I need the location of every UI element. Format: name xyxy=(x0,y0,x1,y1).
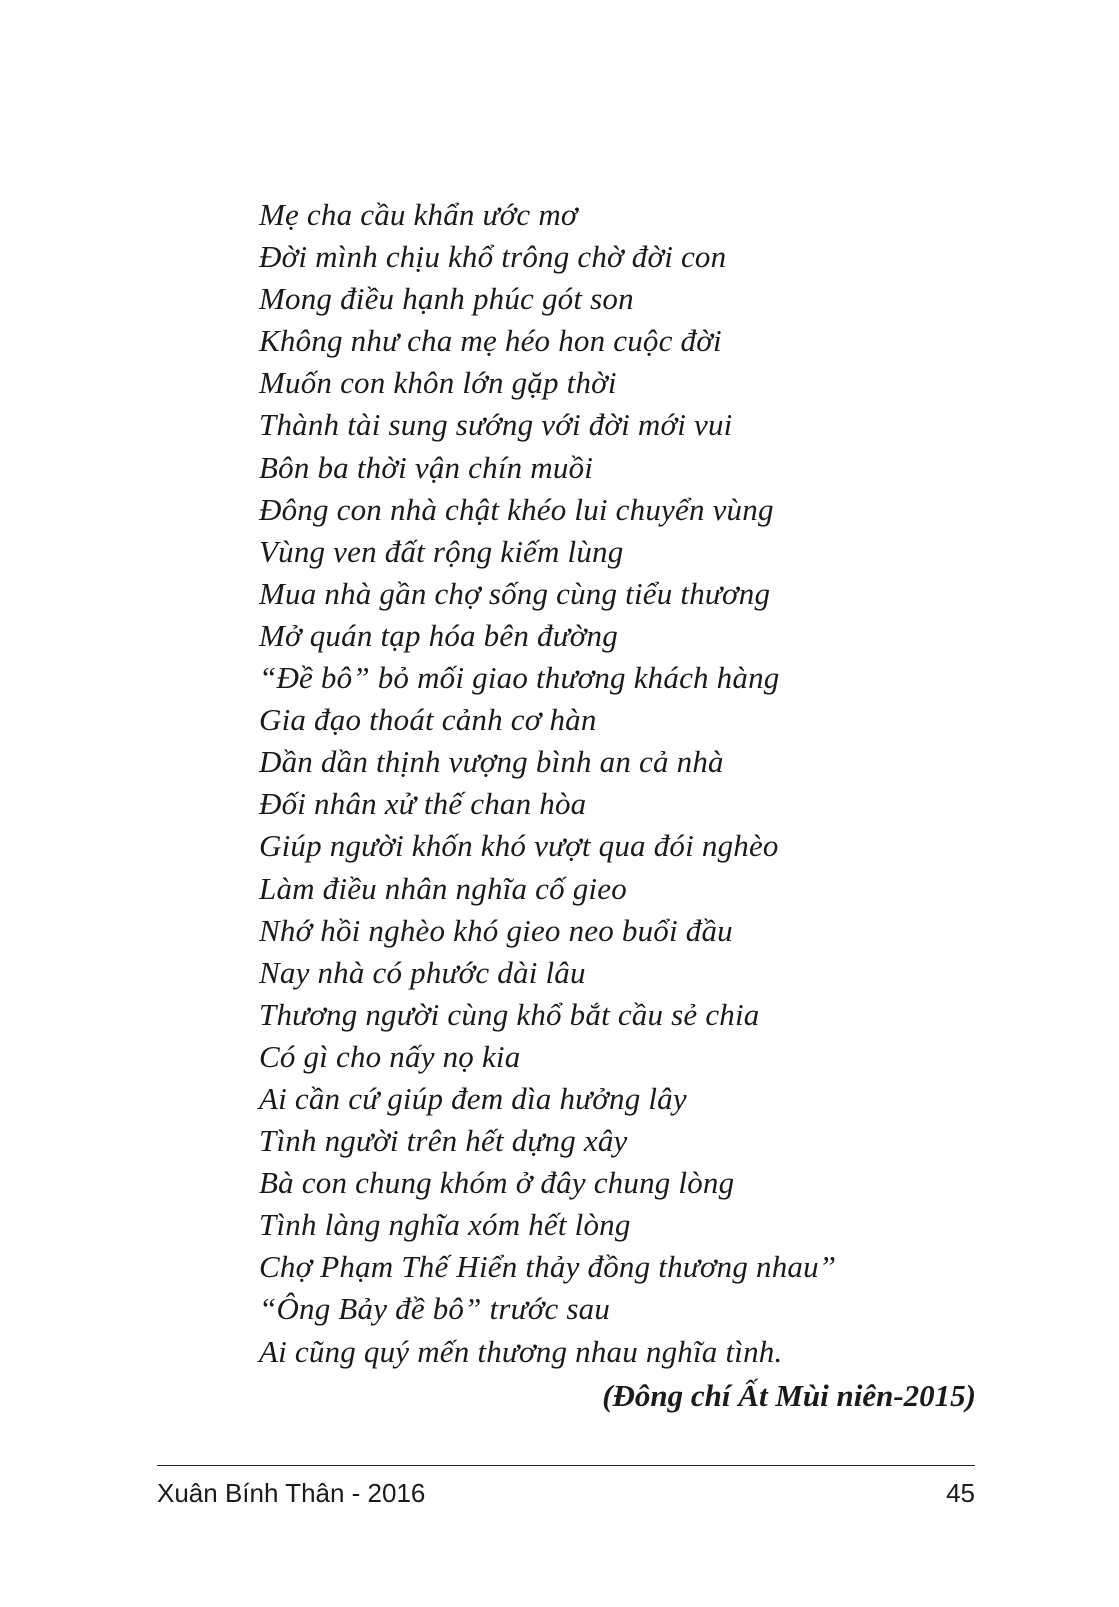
poem-line: Mua nhà gần chợ sống cùng tiểu thương xyxy=(259,575,771,611)
poem-line: Bôn ba thời vận chín muồi xyxy=(259,449,594,485)
poem-line: Ai cũng quý mến thương nhau nghĩa tình. xyxy=(259,1333,783,1369)
poem-signature: (Đông chí Ất Mùi niên-2015) xyxy=(602,1378,976,1413)
poem-line: Đối nhân xử thế chan hòa xyxy=(259,786,587,822)
poem-line: Chợ Phạm Thế Hiển thảy đồng thương nhau” xyxy=(259,1249,837,1285)
poem-line: Mong điều hạnh phúc gót son xyxy=(259,281,634,317)
poem-line: Ai cần cứ giúp đem dìa hưởng lây xyxy=(259,1080,687,1116)
poem-line: Gia đạo thoát cảnh cơ hàn xyxy=(259,702,597,738)
poem-line: Không như cha mẹ héo hon cuộc đời xyxy=(259,323,722,359)
poem-line: Thành tài sung sướng với đời mới vui xyxy=(259,407,733,443)
poem-line: Nay nhà có phước dài lâu xyxy=(259,954,586,990)
page-number: 45 xyxy=(946,1478,975,1508)
poem-line: Thương người cùng khổ bắt cầu sẻ chia xyxy=(259,996,760,1032)
poem-line: “Đề bô” bỏ mối giao thương khách hàng xyxy=(259,660,780,696)
poem-line: Vùng ven đất rộng kiếm lùng xyxy=(259,533,624,569)
poem-line: Muốn con khôn lớn gặp thời xyxy=(259,365,617,401)
poem-line: Tình làng nghĩa xóm hết lòng xyxy=(259,1207,631,1243)
poem-line: Bà con chung khóm ở đây chung lòng xyxy=(259,1165,735,1201)
poem-line: Đông con nhà chật khéo lui chuyển vùng xyxy=(259,491,774,527)
poem-line: Làm điều nhân nghĩa cố gieo xyxy=(259,870,627,906)
poem-line: Có gì cho nấy nọ kia xyxy=(259,1038,521,1074)
footer-divider xyxy=(157,1465,975,1466)
poem-line: Tình người trên hết dựng xây xyxy=(259,1123,628,1159)
poem-line: “Ông Bảy đề bô” trước sau xyxy=(259,1291,611,1327)
poem-line: Dần dần thịnh vượng bình an cả nhà xyxy=(259,744,724,780)
poem-line: Mẹ cha cầu khẩn ước mơ xyxy=(259,197,578,232)
footer-publication-title: Xuân Bính Thân - 2016 xyxy=(157,1478,426,1508)
poem-line: Mở quán tạp hóa bên đường xyxy=(259,617,618,653)
poem-line: Đời mình chịu khổ trông chờ đời con xyxy=(259,239,727,275)
poem-line: Giúp người khốn khó vượt qua đói nghèo xyxy=(259,828,779,864)
poem-body xyxy=(259,194,836,1373)
poem-line: Nhớ hồi nghèo khó gieo neo buổi đầu xyxy=(259,912,733,948)
